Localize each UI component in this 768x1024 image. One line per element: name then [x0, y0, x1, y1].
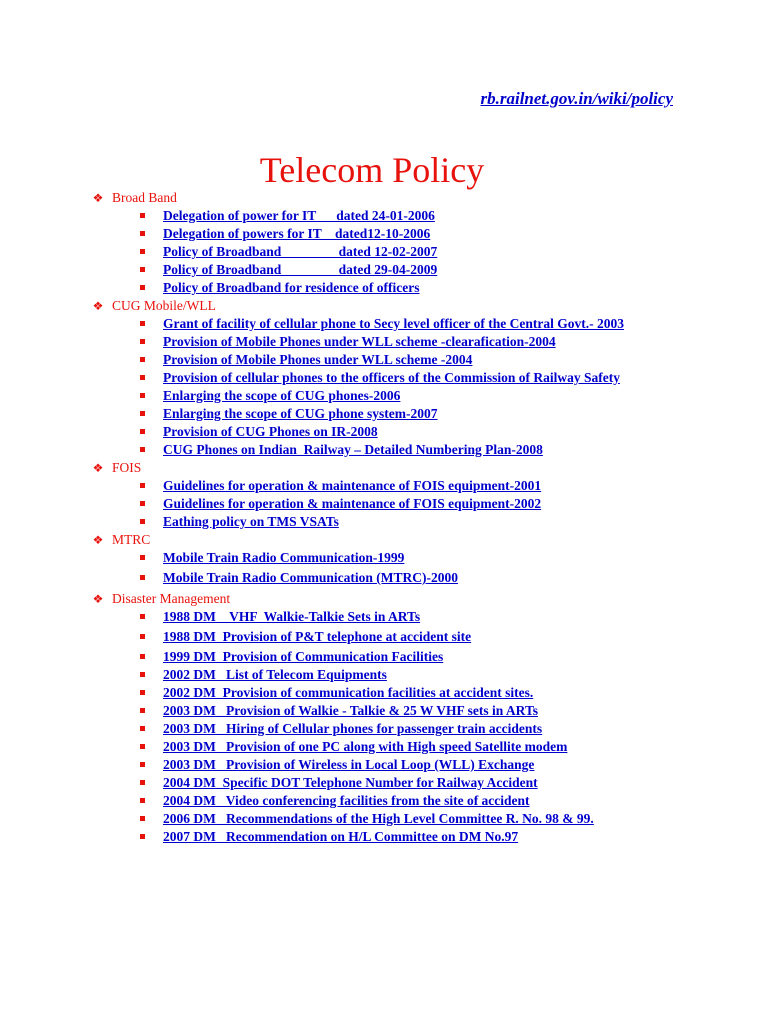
list-item [91, 261, 691, 279]
square-bullet-icon [140, 816, 145, 821]
section-items [91, 477, 691, 531]
square-bullet-icon [140, 249, 145, 254]
square-bullet-icon [140, 690, 145, 695]
square-bullet-icon [140, 834, 145, 839]
section-heading [91, 189, 691, 207]
square-bullet-icon [140, 708, 145, 713]
list-item [91, 720, 691, 738]
policy-link[interactable]: Policy of Broadband for residence of officers [163, 280, 420, 295]
section-heading [91, 531, 691, 549]
square-bullet-icon [140, 357, 145, 362]
list-item [91, 369, 691, 387]
list-item [91, 315, 691, 333]
square-bullet-icon [140, 744, 145, 749]
policy-link[interactable]: Guidelines for operation & maintenance of FOIS equipment-2002 [163, 496, 542, 511]
policy-link[interactable]: 2007 DM Recommendation on H/L Committee on DM No.97 [163, 829, 519, 844]
section-heading-label: FOIS [112, 460, 142, 475]
square-bullet-icon [140, 762, 145, 767]
policy-link[interactable]: Enlarging the scope of CUG phone system-2007 [163, 406, 438, 421]
list-item [91, 684, 691, 702]
policy-link[interactable]: 1999 DM Provision of Communication Facilities [163, 649, 444, 664]
square-bullet-icon [140, 672, 145, 677]
list-item [91, 828, 691, 846]
policy-link[interactable]: Mobile Train Radio Communication (MTRC)-2000 [163, 570, 458, 585]
diamond-icon: ❖ [92, 191, 104, 205]
policy-link[interactable]: Policy of Broadband dated 12-02-2007 [163, 244, 438, 259]
list-item [91, 243, 691, 261]
square-bullet-icon [140, 614, 145, 619]
policy-link[interactable]: Eathing policy on TMS VSATs [163, 514, 339, 529]
square-bullet-icon [140, 231, 145, 236]
list-item [91, 513, 691, 531]
list-item [91, 628, 691, 646]
policy-link[interactable]: 1988 DM Provision of P&T telephone at accident site [163, 629, 472, 644]
section-items [91, 315, 691, 459]
section-heading [91, 459, 691, 477]
section-fois [91, 459, 691, 531]
policy-link[interactable]: 2004 DM Specific DOT Telephone Number for Railway Accident [163, 775, 538, 790]
policy-document-list [91, 189, 691, 846]
square-bullet-icon [140, 519, 145, 524]
list-item [91, 405, 691, 423]
policy-link[interactable]: 2003 DM Provision of Walkie - Talkie & 25 W VHF sets in ARTs [163, 703, 538, 718]
list-item [91, 477, 691, 495]
policy-url-link[interactable]: rb.railnet.gov.in/wiki/policy [480, 89, 673, 108]
section-heading-label: Broad Band [112, 190, 177, 205]
list-item [91, 441, 691, 459]
square-bullet-icon [140, 575, 145, 580]
section-items [91, 549, 691, 587]
square-bullet-icon [140, 411, 145, 416]
policy-link[interactable]: Provision of CUG Phones on IR-2008 [163, 424, 378, 439]
list-item [91, 279, 691, 297]
square-bullet-icon [140, 285, 145, 290]
section-heading-label: MTRC [112, 532, 151, 547]
policy-link[interactable]: 2002 DM Provision of communication facilities at accident sites. [163, 685, 534, 700]
section-items [91, 207, 691, 297]
section-mtrc [91, 531, 691, 587]
section-disaster-management [91, 590, 691, 846]
list-item [91, 333, 691, 351]
list-item [91, 351, 691, 369]
list-item [91, 225, 691, 243]
section-heading [91, 590, 691, 608]
list-item [91, 549, 691, 567]
policy-link[interactable]: Provision of Mobile Phones under WLL scheme -2004 [163, 352, 473, 367]
diamond-icon: ❖ [92, 592, 104, 606]
policy-link[interactable]: Mobile Train Radio Communication-1999 [163, 550, 405, 565]
square-bullet-icon [140, 393, 145, 398]
square-bullet-icon [140, 447, 145, 452]
section-broad-band [91, 189, 691, 297]
square-bullet-icon [140, 375, 145, 380]
policy-link[interactable]: 2006 DM Recommendations of the High Level Committee R. No. 98 & 99. [163, 811, 594, 826]
list-item [91, 756, 691, 774]
list-item [91, 738, 691, 756]
square-bullet-icon [140, 726, 145, 731]
square-bullet-icon [140, 634, 145, 639]
square-bullet-icon [140, 780, 145, 785]
policy-link[interactable]: Policy of Broadband dated 29-04-2009 [163, 262, 438, 277]
list-item [91, 792, 691, 810]
list-item [91, 569, 691, 587]
list-item [91, 702, 691, 720]
policy-link[interactable]: Provision of Mobile Phones under WLL scheme -clearafication-2004 [163, 334, 556, 349]
square-bullet-icon [140, 654, 145, 659]
square-bullet-icon [140, 798, 145, 803]
policy-link[interactable]: Provision of cellular phones to the officers of the Commission of Railway Safety [163, 370, 620, 385]
list-item [91, 648, 691, 666]
policy-link[interactable]: 2003 DM Hiring of Cellular phones for passenger train accidents [163, 721, 543, 736]
policy-link[interactable]: Enlarging the scope of CUG phones-2006 [163, 388, 401, 403]
section-items [91, 608, 691, 846]
list-item [91, 810, 691, 828]
diamond-icon: ❖ [92, 533, 104, 547]
policy-link[interactable]: 2003 DM Provision of one PC along with High speed Satellite modem [163, 739, 568, 754]
section-heading [91, 297, 691, 315]
policy-link[interactable]: 2004 DM Video conferencing facilities from the site of accident [163, 793, 530, 808]
list-item [91, 423, 691, 441]
square-bullet-icon [140, 267, 145, 272]
square-bullet-icon [140, 339, 145, 344]
square-bullet-icon [140, 213, 145, 218]
policy-link[interactable]: Grant of facility of cellular phone to Secy level officer of the Central Govt.- 2003 [163, 316, 625, 331]
policy-link[interactable]: Delegation of powers for IT dated12-10-2006 [163, 226, 431, 241]
policy-link[interactable]: 2003 DM Provision of Wireless in Local Loop (WLL) Exchange [163, 757, 535, 772]
list-item [91, 666, 691, 684]
policy-link[interactable]: Guidelines for operation & maintenance of FOIS equipment-2001 [163, 478, 542, 493]
square-bullet-icon [140, 555, 145, 560]
diamond-icon: ❖ [92, 299, 104, 313]
policy-link[interactable]: Delegation of power for IT dated 24-01-2006 [163, 208, 435, 223]
list-item [91, 495, 691, 513]
section-cug-mobile-wll [91, 297, 691, 459]
page-title: Telecom Policy [259, 150, 485, 190]
square-bullet-icon [140, 483, 145, 488]
section-heading-label: CUG Mobile/WLL [112, 298, 216, 313]
list-item [91, 387, 691, 405]
square-bullet-icon [140, 429, 145, 434]
list-item [91, 608, 691, 626]
policy-link[interactable]: CUG Phones on Indian Railway – Detailed Numbering Plan-2008 [163, 442, 543, 457]
list-item [91, 774, 691, 792]
square-bullet-icon [140, 501, 145, 506]
policy-link[interactable]: 1988 DM VHF Walkie-Talkie Sets in ARTs [163, 609, 421, 624]
list-item [91, 207, 691, 225]
diamond-icon: ❖ [92, 461, 104, 475]
section-heading-label: Disaster Management [112, 591, 231, 606]
policy-link[interactable]: 2002 DM List of Telecom Equipments [163, 667, 387, 682]
square-bullet-icon [140, 321, 145, 326]
